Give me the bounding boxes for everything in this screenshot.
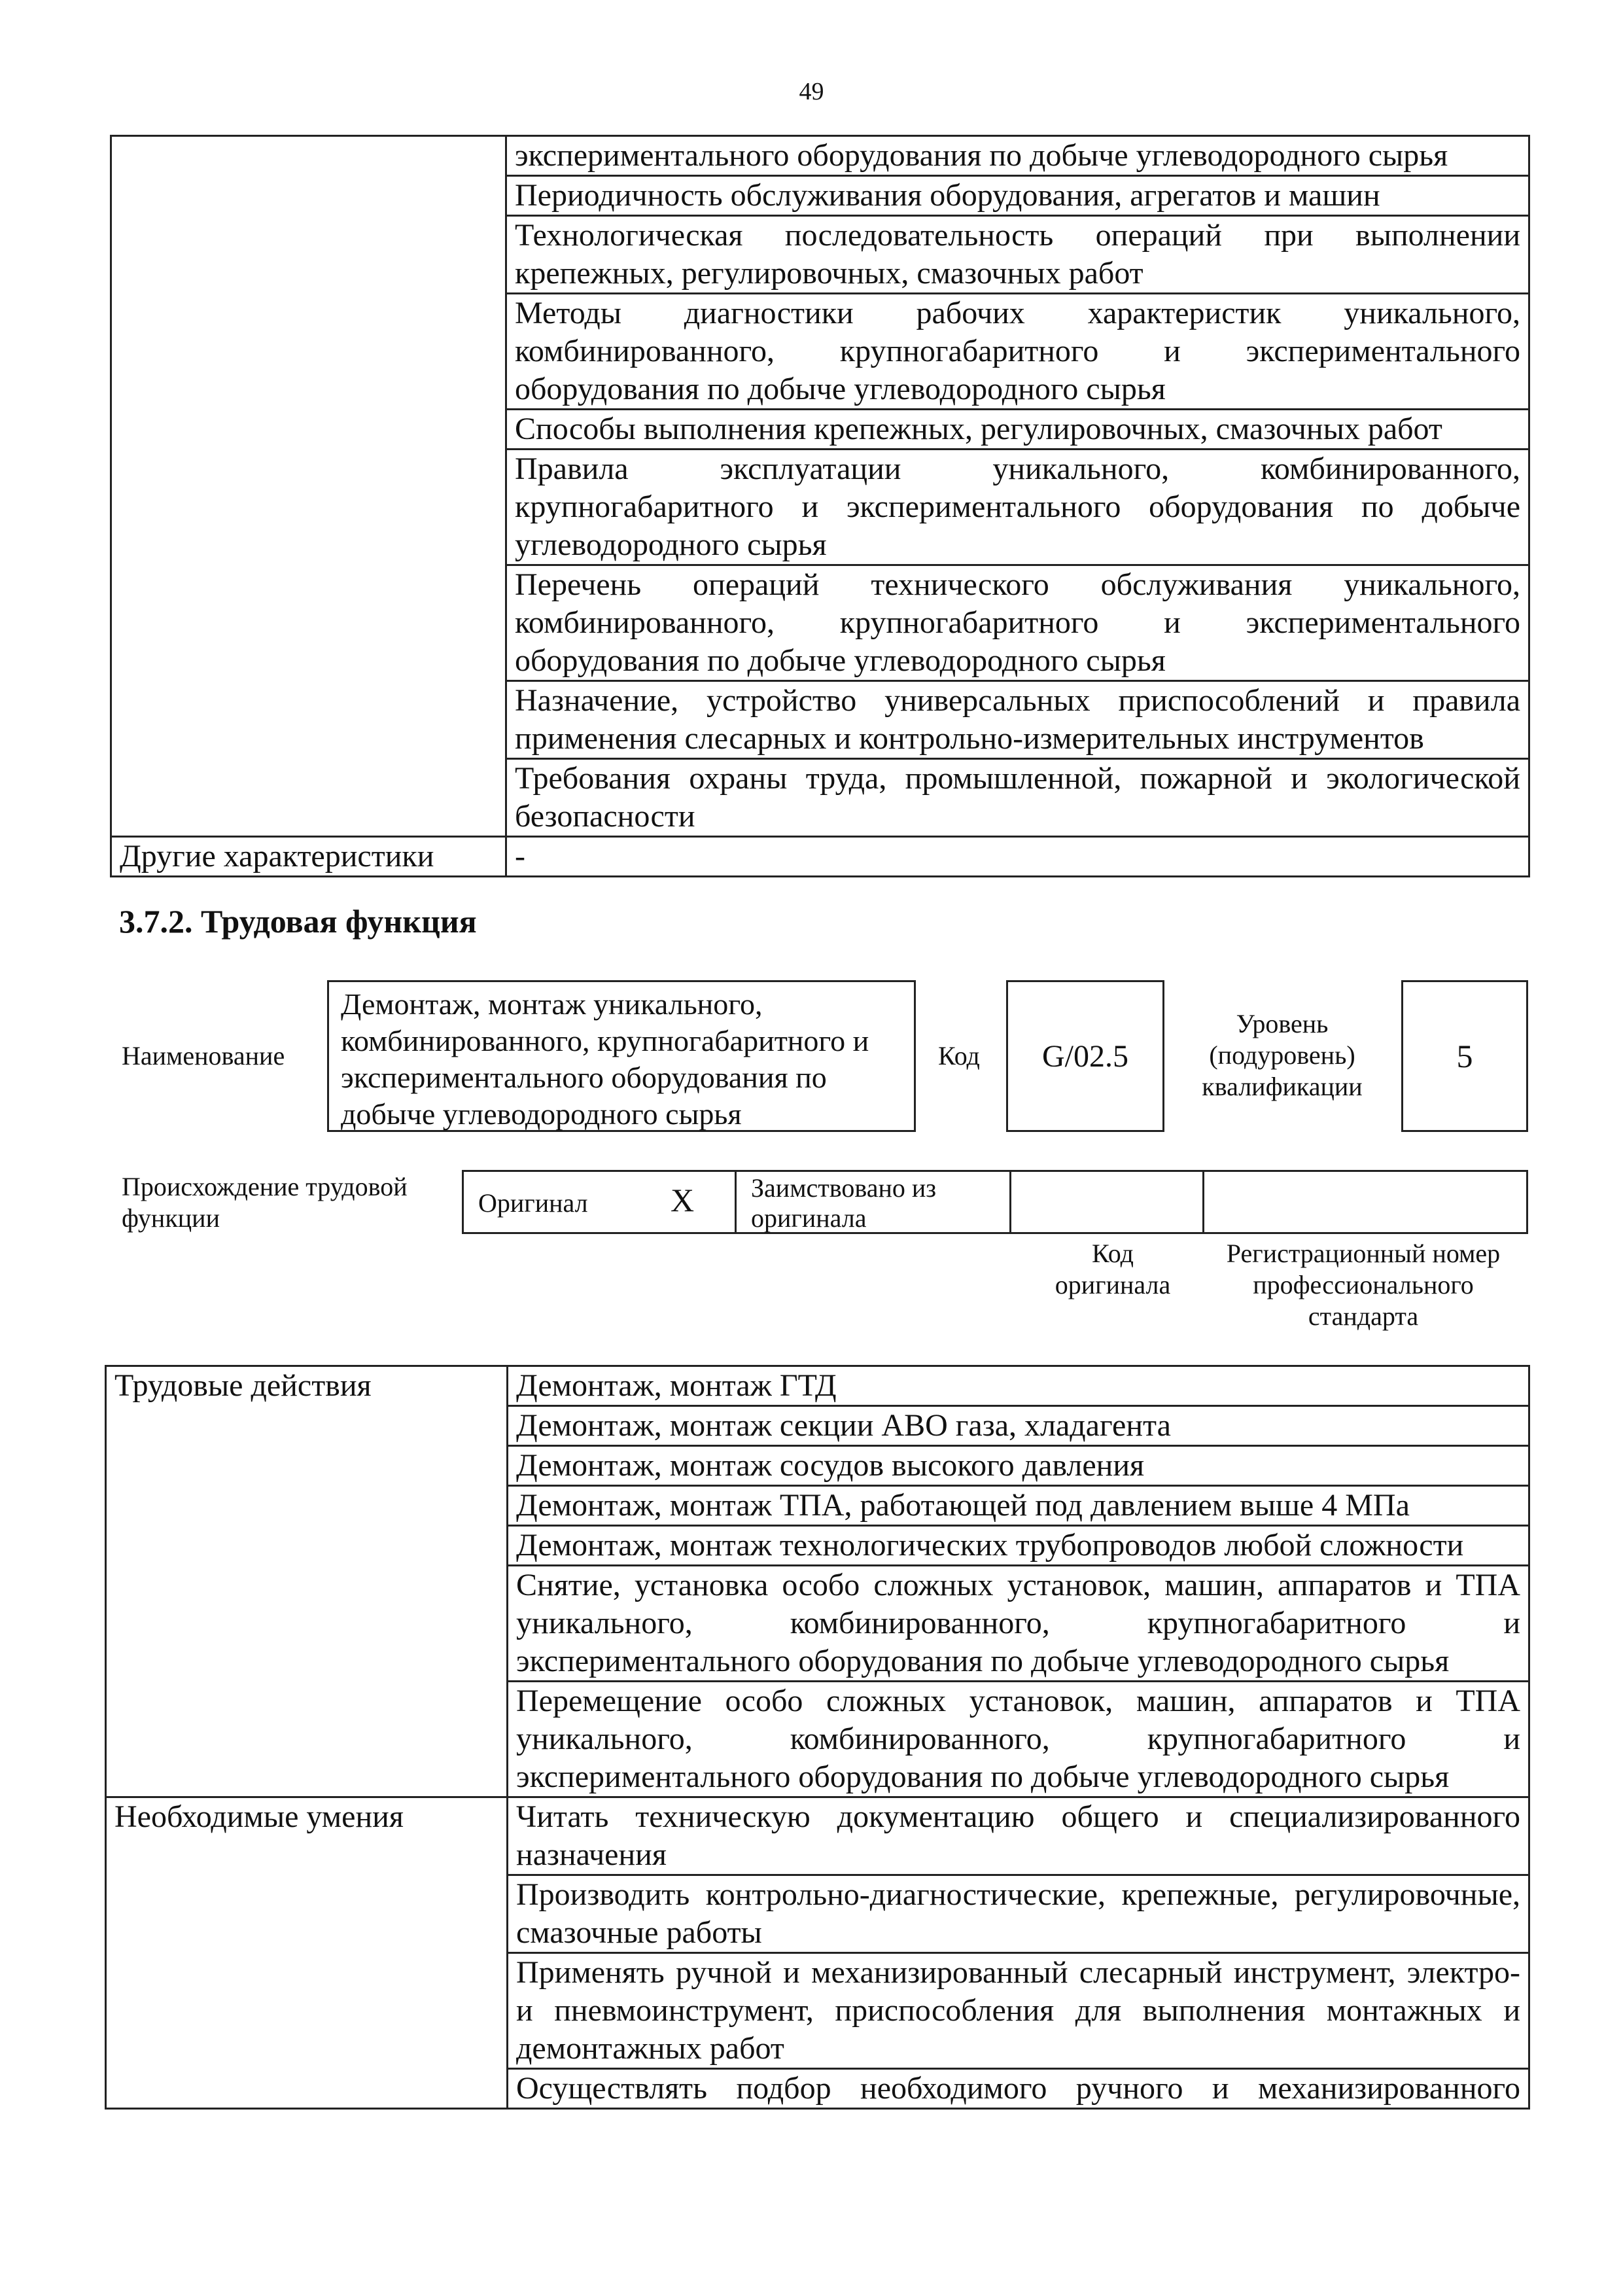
- origin-label: Происхождение трудовой функции: [122, 1172, 408, 1233]
- labor-action-item: Демонтаж, монтаж ГТД: [508, 1366, 1529, 1406]
- knowledge-item: Способы выполнения крепежных, регулировочных, смазочных работ: [506, 410, 1529, 450]
- name-label: Наименование: [122, 1041, 285, 1070]
- knowledge-item: Назначение, устройство универсальных приспособлений и правила применения слесарных и контрольно-измерительных инструментов: [506, 681, 1529, 759]
- knowledge-label-cell: [111, 136, 506, 837]
- function-level-value: 5: [1456, 1038, 1473, 1074]
- knowledge-item: Технологическая последовательность операций при выполнении крепежных, регулировочных, смазочных работ: [506, 216, 1529, 294]
- origin-original-mark: X: [671, 1182, 695, 1218]
- page-number: 49: [799, 78, 824, 105]
- knowledge-item: Правила эксплуатации уникального, комбинированного, крупногабаритного и экспериментального оборудования по добыче углеводородного сырья: [506, 450, 1529, 565]
- origin-code-cell: [1009, 1170, 1204, 1234]
- origin-code-caption: Код оригинала: [1055, 1239, 1171, 1299]
- knowledge-item: Требования охраны труда, промышленной, пожарной и экологической безопасности: [506, 759, 1529, 837]
- knowledge-item: Перечень операций технического обслуживания уникального, комбинированного, крупногабаритного и экспериментального оборудования по добыче углеводородного сырья: [506, 565, 1529, 681]
- origin-reg-number-cell: [1202, 1170, 1528, 1234]
- origin-original-label: Оригинал: [478, 1188, 588, 1218]
- origin-row: [462, 1170, 1528, 1234]
- origin-original-cell: [462, 1170, 737, 1234]
- labor-action-item: Демонтаж, монтаж секции АВО газа, хладагента: [508, 1406, 1529, 1446]
- level-label: Уровень (подуровень) квалификации: [1202, 1009, 1363, 1101]
- skill-item: Читать техническую документацию общего и специализированного назначения: [508, 1797, 1529, 1875]
- other-characteristics-value: -: [506, 837, 1529, 877]
- skill-item: Применять ручной и механизированный слесарный инструмент, электро- и пневмоинструмент, приспособления для выполнения монтажных и демонтажных работ: [508, 1953, 1529, 2069]
- origin-borrowed-label: Заимствовано из оригинала: [751, 1173, 937, 1233]
- function-code-value: G/02.5: [1042, 1038, 1128, 1074]
- function-code-box: [1006, 980, 1164, 1132]
- knowledge-item: Методы диагностики рабочих характеристик уникального, комбинированного, крупногабаритного и экспериментального оборудования по добыче углеводородного сырья: [506, 294, 1529, 410]
- required-skills-label: Необходимые умения: [106, 1797, 508, 2109]
- knowledge-table: [110, 135, 1530, 877]
- labor-action-item: Демонтаж, монтаж технологических трубопроводов любой сложности: [508, 1526, 1529, 1566]
- knowledge-item: Периодичность обслуживания оборудования, агрегатов и машин: [506, 176, 1529, 216]
- function-level-box: [1401, 980, 1528, 1132]
- labor-action-item: Демонтаж, монтаж ТПА, работающей под давлением выше 4 МПа: [508, 1486, 1529, 1526]
- other-characteristics-label: Другие характеристики: [111, 837, 506, 877]
- origin-reg-caption: Регистрационный номер профессионального стандарта: [1226, 1239, 1501, 1331]
- function-name-box: [327, 980, 916, 1132]
- function-name-value: Демонтаж, монтаж уникального, комбинированного, крупногабаритного и экспериментального оборудования по добыче углеводородного сырья: [341, 987, 869, 1131]
- section-title: 3.7.2. Трудовая функция: [119, 903, 477, 940]
- labor-action-item: Перемещение особо сложных установок, машин, аппаратов и ТПА уникального, комбинированного, крупногабаритного и экспериментального оборудования по добыче углеводородного сырья: [508, 1682, 1529, 1797]
- skill-item: Производить контрольно-диагностические, крепежные, регулировочные, смазочные работы: [508, 1875, 1529, 1953]
- labor-action-item: Снятие, установка особо сложных установок, машин, аппаратов и ТПА уникального, комбинированного, крупногабаритного и экспериментального оборудования по добыче углеводородного сырья: [508, 1566, 1529, 1682]
- labor-action-item: Демонтаж, монтаж сосудов высокого давления: [508, 1446, 1529, 1486]
- labor-actions-label: Трудовые действия: [106, 1366, 508, 1797]
- skill-item: Осуществлять подбор необходимого ручного и механизированного: [508, 2069, 1529, 2109]
- knowledge-item: экспериментального оборудования по добыче углеводородного сырья: [506, 136, 1529, 176]
- origin-borrowed-cell: [735, 1170, 1011, 1234]
- code-label: Код: [938, 1041, 980, 1070]
- function-details-table: [105, 1365, 1530, 2110]
